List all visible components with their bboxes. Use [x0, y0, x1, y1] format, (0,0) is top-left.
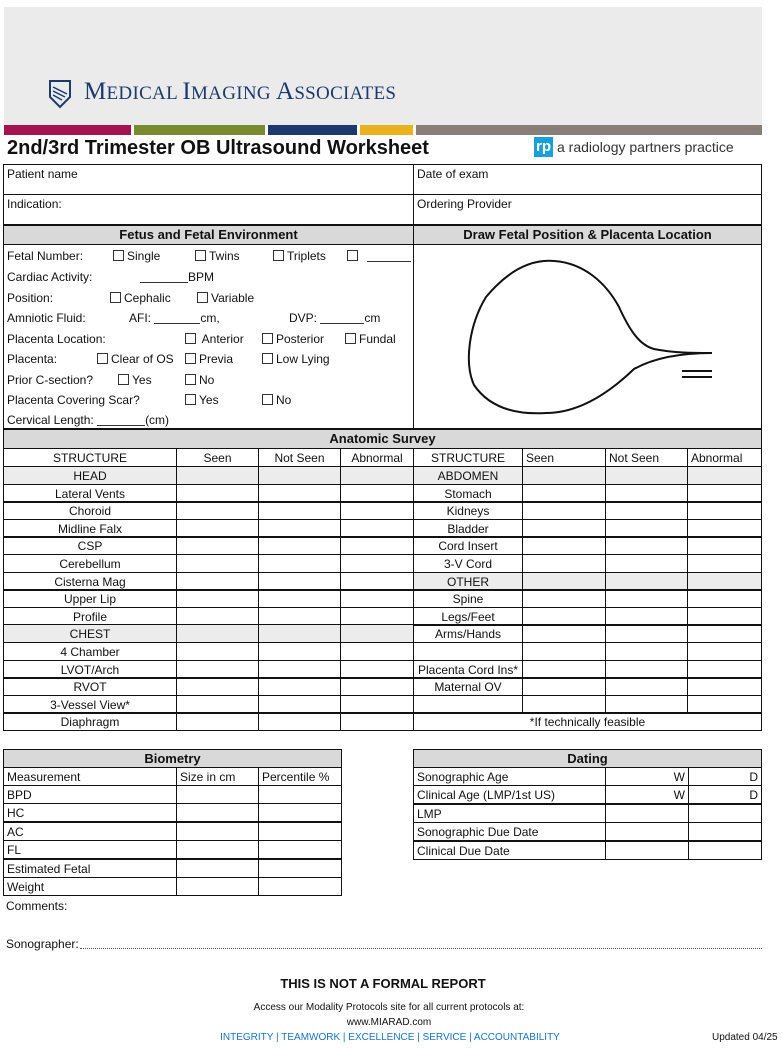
structure-cell: Upper Lip	[3, 589, 177, 608]
dating-header: Dating	[413, 749, 762, 768]
yes-label: Yes	[199, 393, 219, 407]
structure-cell: Bladder	[413, 519, 523, 538]
survey-check-cell[interactable]	[176, 642, 259, 661]
twins-checkbox[interactable]	[195, 249, 240, 263]
rp-logo-icon: rp	[536, 138, 551, 155]
dating-label-cell: Sonographic Due Date	[413, 822, 606, 841]
structure-cell: 3-V Cord	[413, 554, 523, 573]
placenta-scar-label: Placenta Covering Scar?	[7, 393, 140, 407]
survey-check-cell[interactable]	[258, 589, 341, 608]
percentile-cell[interactable]	[258, 785, 342, 804]
survey-check-cell[interactable]	[687, 536, 762, 555]
survey-check-cell[interactable]	[522, 642, 606, 661]
biometry-col-header: Percentile %	[258, 767, 342, 786]
survey-check-cell[interactable]	[340, 712, 414, 731]
days-cell[interactable]: D	[688, 785, 762, 804]
patient-name-label: Patient name	[7, 167, 78, 181]
cephalic-label: Cephalic	[124, 291, 171, 305]
biometry-col-header: Measurement	[3, 767, 177, 786]
col-header-right: Seen	[522, 448, 606, 467]
cervical-length-label: Cervical Length:	[7, 413, 94, 427]
survey-check-cell[interactable]	[340, 554, 414, 573]
survey-check-cell[interactable]	[340, 624, 414, 643]
biometry-col-header: Size in cm	[176, 767, 259, 786]
survey-check-cell[interactable]	[340, 466, 414, 485]
sonographer-field[interactable]	[80, 948, 762, 949]
checkbox-icon	[113, 250, 124, 261]
position-label: Position:	[7, 291, 54, 305]
page-title: 2nd/3rd Trimester OB Ultrasound Worksheet	[7, 137, 429, 159]
structure-cell: RVOT	[3, 677, 177, 696]
fetal-number-label: Fetal Number:	[7, 249, 84, 263]
survey-check-cell[interactable]	[176, 554, 259, 573]
survey-check-cell[interactable]	[176, 624, 259, 643]
days-cell[interactable]	[688, 822, 762, 841]
checkbox-icon	[185, 333, 196, 344]
structure-cell: Profile	[3, 607, 177, 626]
afi-unit: cm,	[200, 311, 220, 325]
weeks-cell[interactable]: W	[605, 785, 689, 804]
survey-check-cell[interactable]	[687, 501, 762, 520]
triplets-checkbox[interactable]	[273, 249, 326, 263]
afi-label: AFI:	[129, 311, 152, 325]
survey-check-cell[interactable]	[687, 554, 762, 573]
col-header-left: Not Seen	[258, 448, 341, 467]
structure-cell: Spine	[413, 589, 523, 608]
checkbox-icon	[273, 250, 284, 261]
survey-check-cell[interactable]	[340, 642, 414, 661]
structure-cell: Placenta Cord Ins*	[413, 660, 523, 679]
posterior-label: Posterior	[276, 332, 325, 346]
col-header-left: Abnormal	[340, 448, 414, 467]
survey-check-cell[interactable]	[176, 712, 259, 731]
footnote: *If technically feasible	[413, 712, 762, 731]
other-count-checkbox[interactable]	[347, 249, 411, 263]
comments-label: Comments:	[6, 899, 68, 913]
percentile-cell[interactable]	[258, 840, 342, 859]
survey-check-cell[interactable]	[605, 677, 688, 696]
other-count-blank[interactable]	[367, 250, 411, 262]
measurement-cell: Estimated Fetal	[3, 859, 177, 878]
checkbox-icon	[345, 333, 356, 344]
weeks-cell[interactable]: W	[605, 767, 689, 786]
bpm-blank[interactable]	[140, 271, 188, 283]
survey-check-cell[interactable]	[258, 712, 341, 731]
structure-cell: Stomach	[413, 484, 523, 503]
fetal-env-header: Fetus and Fetal Environment	[3, 225, 414, 245]
survey-check-cell[interactable]	[176, 466, 259, 485]
afi-field[interactable]	[129, 311, 220, 325]
uterus-outline-drawing	[414, 245, 759, 426]
col-header-right: Not Seen	[605, 448, 688, 467]
survey-check-cell[interactable]	[522, 466, 606, 485]
structure-cell: Diaphragm	[3, 712, 177, 731]
structure-cell: Choroid	[3, 501, 177, 520]
weeks-cell[interactable]	[605, 804, 689, 823]
low-lying-checkbox[interactable]	[262, 352, 330, 366]
dvp-unit: cm	[364, 311, 381, 325]
checkbox-icon	[185, 353, 196, 364]
fundal-label: Fundal	[359, 332, 396, 346]
cervical-length-blank[interactable]	[97, 414, 145, 426]
yes-label: Yes	[132, 373, 152, 387]
checkbox-icon	[262, 333, 273, 344]
survey-check-cell[interactable]	[258, 624, 341, 643]
survey-check-cell[interactable]	[258, 536, 341, 555]
no-label: No	[199, 373, 215, 387]
scar-no-checkbox[interactable]	[262, 393, 291, 407]
shield-logo-icon	[48, 79, 72, 109]
survey-check-cell[interactable]	[258, 501, 341, 520]
single-checkbox[interactable]	[113, 249, 160, 263]
structure-cell: Lateral Vents	[3, 484, 177, 503]
bpm-label: BPM	[188, 270, 215, 284]
size-cell[interactable]	[176, 822, 259, 841]
structure-cell: Legs/Feet	[413, 607, 523, 626]
dating-label-cell: Clinical Due Date	[413, 841, 606, 860]
anatomic-survey-header: Anatomic Survey	[3, 429, 762, 449]
weeks-cell[interactable]	[605, 822, 689, 841]
date-of-exam-label: Date of exam	[417, 167, 489, 181]
structure-cell: CHEST	[3, 624, 177, 643]
structure-cell	[413, 642, 523, 661]
measurement-cell: FL	[3, 840, 177, 859]
ordering-provider-field[interactable]	[413, 194, 762, 225]
structure-cell: HEAD	[3, 466, 177, 485]
survey-check-cell[interactable]	[258, 677, 341, 696]
survey-check-cell[interactable]	[605, 624, 688, 643]
checkbox-icon	[97, 353, 108, 364]
survey-check-cell[interactable]	[605, 501, 688, 520]
website-link[interactable]: www.MIARAD.com	[346, 1017, 432, 1028]
sonographer-label: Sonographer:	[6, 937, 79, 951]
color-bar-3	[268, 125, 357, 135]
measurement-cell: BPD	[3, 785, 177, 804]
col-header-right: STRUCTURE	[413, 448, 523, 467]
dating-label-cell: LMP	[413, 804, 606, 823]
partner-text: a radiology partners practice	[557, 139, 734, 155]
percentile-cell[interactable]	[258, 803, 342, 822]
structure-cell: CSP	[3, 536, 177, 555]
cervical-length-field[interactable]	[7, 413, 169, 427]
structure-cell: LVOT/Arch	[3, 660, 177, 679]
previa-checkbox[interactable]	[185, 352, 233, 366]
structure-cell: Cisterna Mag	[3, 572, 177, 591]
color-bar-2	[134, 125, 265, 135]
percentile-cell[interactable]	[258, 877, 342, 896]
dvp-blank[interactable]	[320, 312, 364, 324]
placenta-label: Placenta:	[7, 352, 58, 366]
checkbox-icon	[197, 292, 208, 303]
survey-check-cell[interactable]	[687, 677, 762, 696]
col-header-left: STRUCTURE	[3, 448, 177, 467]
survey-check-cell[interactable]	[605, 466, 688, 485]
cephalic-checkbox[interactable]	[110, 291, 171, 305]
structure-cell: Midline Falx	[3, 519, 177, 538]
cardiac-bpm-field[interactable]	[140, 270, 214, 284]
survey-check-cell[interactable]	[605, 589, 688, 608]
triplets-label: Triplets	[287, 249, 326, 263]
survey-check-cell[interactable]	[522, 554, 606, 573]
afi-blank[interactable]	[154, 312, 200, 324]
survey-check-cell[interactable]	[176, 501, 259, 520]
survey-check-cell[interactable]	[522, 589, 606, 608]
structure-cell: Arms/Hands	[413, 624, 523, 643]
protocols-note: Access our Modality Protocols site for all current protocols at:	[253, 1002, 525, 1013]
survey-check-cell[interactable]	[605, 536, 688, 555]
anterior-checkbox[interactable]	[185, 332, 244, 346]
checkbox-icon	[118, 374, 129, 385]
fetal-number-row	[7, 249, 83, 263]
measurement-cell: Weight	[3, 877, 177, 896]
biometry-header: Biometry	[3, 749, 342, 768]
csection-no-checkbox[interactable]	[185, 373, 214, 387]
amniotic-fluid-label: Amniotic Fluid:	[7, 311, 86, 325]
size-cell[interactable]	[176, 785, 259, 804]
color-bar-4	[360, 125, 413, 135]
csection-yes-checkbox[interactable]	[118, 373, 152, 387]
days-cell[interactable]	[688, 841, 762, 860]
structure-cell: 3-Vessel View*	[3, 695, 177, 714]
structure-cell: OTHER	[413, 572, 523, 591]
structure-cell: Cord Insert	[413, 536, 523, 555]
weeks-cell[interactable]	[605, 841, 689, 860]
survey-check-cell[interactable]	[258, 642, 341, 661]
col-header-left: Seen	[176, 448, 259, 467]
prior-csection-label: Prior C-section?	[7, 373, 94, 387]
survey-check-cell[interactable]	[605, 642, 688, 661]
survey-check-cell[interactable]	[687, 642, 762, 661]
survey-check-cell[interactable]	[522, 501, 606, 520]
patient-name-field[interactable]	[3, 164, 414, 195]
cardiac-activity-label: Cardiac Activity:	[7, 270, 93, 284]
survey-check-cell[interactable]	[176, 677, 259, 696]
checkbox-icon	[262, 353, 273, 364]
checkbox-icon	[195, 250, 206, 261]
previa-label: Previa	[199, 352, 234, 366]
survey-check-cell[interactable]	[522, 677, 606, 696]
scar-yes-checkbox[interactable]	[185, 393, 219, 407]
checkbox-icon	[185, 374, 196, 385]
structure-cell: Cerebellum	[3, 554, 177, 573]
size-cell[interactable]	[176, 859, 259, 878]
date-of-exam-field[interactable]	[413, 164, 762, 195]
measurement-cell: HC	[3, 803, 177, 822]
survey-check-cell[interactable]	[176, 589, 259, 608]
dvp-label: DVP:	[289, 311, 318, 325]
clear-of-os-label: Clear of OS	[111, 352, 174, 366]
not-formal-report: THIS IS NOT A FORMAL REPORT	[280, 976, 486, 991]
low-lying-label: Low Lying	[276, 352, 330, 366]
ordering-provider-label: Ordering Provider	[417, 197, 512, 211]
size-cell[interactable]	[176, 840, 259, 859]
structure-cell: ABDOMEN	[413, 466, 523, 485]
survey-check-cell[interactable]	[340, 501, 414, 520]
fundal-checkbox[interactable]	[345, 332, 396, 346]
placenta-location-label: Placenta Location:	[7, 332, 106, 346]
survey-check-cell[interactable]	[340, 589, 414, 608]
size-cell[interactable]	[176, 803, 259, 822]
survey-check-cell[interactable]	[605, 554, 688, 573]
anterior-label: Anterior	[201, 332, 244, 346]
survey-check-cell[interactable]	[687, 624, 762, 643]
survey-check-cell[interactable]	[258, 554, 341, 573]
variable-checkbox[interactable]	[197, 291, 254, 305]
cervical-length-unit: (cm)	[145, 413, 170, 427]
survey-check-cell[interactable]	[176, 536, 259, 555]
structure-cell: 4 Chamber	[3, 642, 177, 661]
drawing-area[interactable]	[413, 244, 762, 429]
comments-field[interactable]	[6, 898, 762, 920]
color-bar-1	[4, 125, 131, 135]
survey-check-cell[interactable]	[687, 589, 762, 608]
measurement-cell: AC	[3, 822, 177, 841]
structure-cell: Kidneys	[413, 501, 523, 520]
core-values: INTEGRITY | TEAMWORK | EXCELLENCE | SERVICE | ACCOUNTABILITY	[220, 1032, 560, 1043]
col-header-right: Abnormal	[687, 448, 762, 467]
survey-check-cell[interactable]	[687, 466, 762, 485]
checkbox-icon	[110, 292, 121, 303]
posterior-checkbox[interactable]	[262, 332, 324, 346]
survey-check-cell[interactable]	[522, 536, 606, 555]
header-band	[4, 7, 762, 125]
no-label: No	[276, 393, 292, 407]
checkbox-icon	[262, 394, 273, 405]
draw-header: Draw Fetal Position & Placenta Location	[413, 225, 762, 245]
dating-label-cell: Sonographic Age	[413, 767, 606, 786]
indication-field[interactable]	[3, 194, 414, 225]
updated-date: Updated 04/25	[712, 1032, 778, 1043]
dvp-field[interactable]	[289, 311, 380, 325]
structure-cell: Maternal OV	[413, 677, 523, 696]
variable-label: Variable	[211, 291, 255, 305]
survey-check-cell[interactable]	[340, 536, 414, 555]
clear-of-os-checkbox[interactable]	[97, 352, 174, 366]
survey-check-cell[interactable]	[258, 466, 341, 485]
single-label: Single	[127, 249, 161, 263]
percentile-cell[interactable]	[258, 859, 342, 878]
color-bar-5	[416, 125, 762, 135]
days-cell[interactable]	[688, 804, 762, 823]
brand-name: MEDICAL IMAGING ASSOCIATES	[84, 78, 397, 105]
survey-check-cell[interactable]	[522, 624, 606, 643]
twins-label: Twins	[209, 249, 240, 263]
checkbox-icon	[185, 394, 196, 405]
survey-check-cell[interactable]	[340, 677, 414, 696]
checkbox-icon	[347, 250, 358, 261]
days-cell[interactable]: D	[688, 767, 762, 786]
indication-label: Indication:	[7, 197, 62, 211]
dating-label-cell: Clinical Age (LMP/1st US)	[413, 785, 606, 804]
size-cell[interactable]	[176, 877, 259, 896]
percentile-cell[interactable]	[258, 822, 342, 841]
